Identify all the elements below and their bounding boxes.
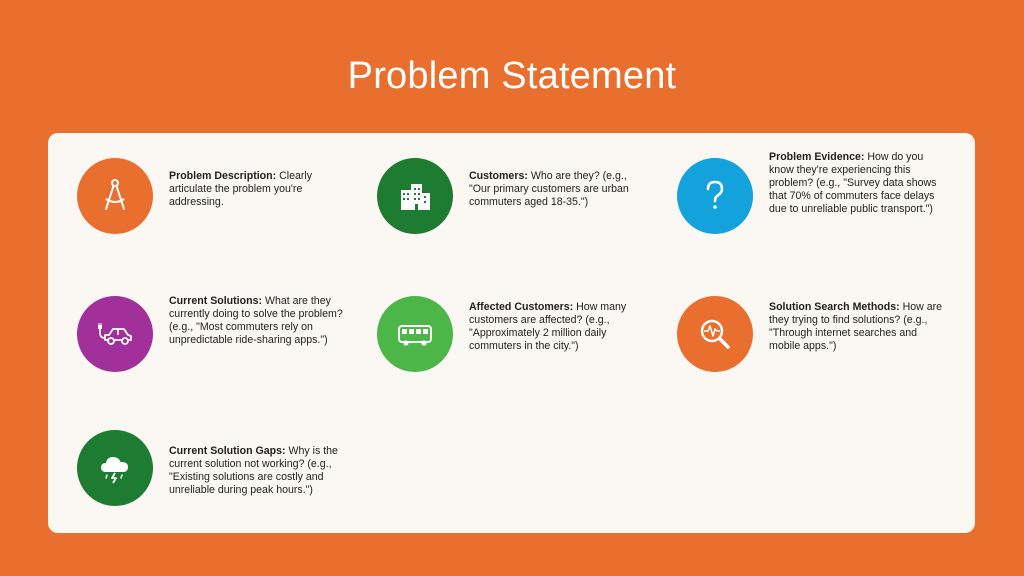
item-description: How are they trying to find solutions? (e.g., "Through internet searches and mobile apps.") xyxy=(769,301,943,352)
item-text xyxy=(769,151,949,216)
item-label: Current Solution Gaps: xyxy=(169,445,286,457)
item-text xyxy=(169,445,349,497)
item-label: Solution Search Methods: xyxy=(769,301,900,313)
item-text xyxy=(469,301,649,353)
item-description: Who are they? (e.g., "Our primary customers are urban commuters aged 18-35.") xyxy=(469,170,629,208)
item-description: Why is the current solution not working? (e.g., "Existing solutions are costly and unreliable during peak hours.") xyxy=(169,445,338,496)
icon-circle xyxy=(77,296,153,372)
storm-cloud-icon xyxy=(95,448,135,488)
item-text xyxy=(469,170,649,209)
item-label: Customers: xyxy=(469,170,528,182)
icon-circle xyxy=(377,296,453,372)
search-analytics-icon xyxy=(695,314,735,354)
item-description: What are they currently doing to solve the problem? (e.g., "Most commuters rely on unpredictable ride-sharing apps.") xyxy=(169,295,343,346)
page-title: Problem Statement xyxy=(347,55,677,97)
content-panel xyxy=(48,133,975,533)
icon-circle xyxy=(677,158,753,234)
bus-icon xyxy=(395,314,435,354)
item-label: Affected Customers: xyxy=(469,301,574,313)
item-description: How many customers are affected? (e.g., "Approximately 2 million daily commuters in the city.") xyxy=(469,301,627,352)
icon-circle xyxy=(77,430,153,506)
item-text xyxy=(169,170,349,209)
item-description: How do you know they're experiencing this problem? (e.g., "Survey data shows that 70% of commuters face delays due to unreliable public transport.") xyxy=(769,151,937,215)
item-label: Current Solutions: xyxy=(169,295,262,307)
icon-circle xyxy=(677,296,753,372)
electric-car-icon xyxy=(95,314,135,354)
item-text xyxy=(169,295,349,347)
item-text xyxy=(769,301,949,353)
item-description: Clearly articulate the problem you're addressing. xyxy=(169,170,313,208)
icon-circle xyxy=(377,158,453,234)
buildings-icon xyxy=(395,176,435,216)
item-label: Problem Description: xyxy=(169,170,277,182)
item-label: Problem Evidence: xyxy=(769,151,865,163)
question-icon xyxy=(695,176,735,216)
compass-icon xyxy=(95,176,135,216)
icon-circle xyxy=(77,158,153,234)
